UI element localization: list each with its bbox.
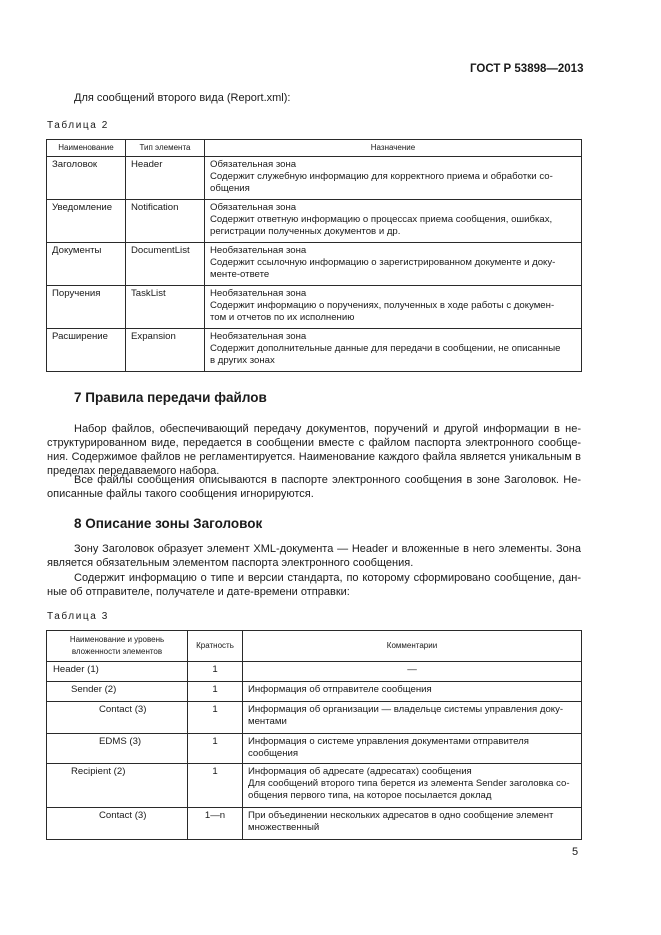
table2-cell-name: Документы bbox=[47, 243, 126, 286]
table3-cell-multiplicity: 1 bbox=[188, 764, 243, 808]
section7-heading: 7 Правила передачи файлов bbox=[74, 390, 267, 405]
table3-header-comment: Комментарии bbox=[243, 631, 582, 662]
intro-text: Для сообщений второго вида (Report.xml): bbox=[74, 92, 291, 104]
table2-cell-name: Поручения bbox=[47, 286, 126, 329]
table2-cell-name: Расширение bbox=[47, 329, 126, 372]
table3-cell-multiplicity: 1—n bbox=[188, 808, 243, 840]
table3-cell-comment: Информация об отправителе сообщения bbox=[243, 682, 582, 702]
table2-cell-purpose: Необязательная зона Содержит дополнительные данные для передачи в сообщении, не описанные в других зонах bbox=[205, 329, 582, 372]
table2-cell-purpose: Обязательная зона Содержит ответную информацию о процессах приема сообщения, ошибках, регистрации полученных документов и др. bbox=[205, 200, 582, 243]
table-row bbox=[47, 682, 582, 702]
table2-cell-type: Notification bbox=[126, 200, 205, 243]
standard-number: ГОСТ Р 53898—2013 bbox=[470, 63, 584, 75]
table2-cell-type: Expansion bbox=[126, 329, 205, 372]
table3-cell-element: Contact (3) bbox=[47, 808, 188, 840]
table3-cell-multiplicity: 1 bbox=[188, 734, 243, 764]
table-row bbox=[47, 808, 582, 840]
table2-cell-purpose: Необязательная зона Содержит ссылочную информацию о зарегистрированном документе и доку- менте-ответе bbox=[205, 243, 582, 286]
table-row bbox=[47, 702, 582, 734]
table3-cell-comment: Информация о системе управления документами отправителя сообщения bbox=[243, 734, 582, 764]
section8-heading: 8 Описание зоны Заголовок bbox=[74, 516, 263, 531]
table3-cell-element: Header (1) bbox=[47, 662, 188, 682]
table2-header-name: Наименование bbox=[47, 140, 126, 157]
table3 bbox=[46, 630, 582, 840]
table2 bbox=[46, 139, 582, 372]
table2-cell-type: Header bbox=[126, 157, 205, 200]
section8-paragraph1: Зону Заголовок образует элемент XML-документа — Header и вложенные в него элементы. Зона является обязательным элементом паспорта электронного сообщения. bbox=[47, 543, 581, 569]
table-row bbox=[47, 157, 582, 200]
table3-header-element: Наименование и уровень вложенности элементов bbox=[47, 631, 188, 662]
table3-cell-element: Recipient (2) bbox=[47, 764, 188, 808]
table2-cell-name: Уведомление bbox=[47, 200, 126, 243]
table-row bbox=[47, 286, 582, 329]
table2-cell-purpose: Необязательная зона Содержит информацию о поручениях, полученных в ходе работы с докумен- том и отчетов по их исполнению bbox=[205, 286, 582, 329]
table3-cell-comment: Информация об адресате (адресатах) сообщения Для сообщений второго типа берется из элемента Sender заголовка со- общения первого типа, на которое посылается доклад bbox=[243, 764, 582, 808]
table3-cell-element: EDMS (3) bbox=[47, 734, 188, 764]
table2-caption: Таблица 2 bbox=[47, 120, 109, 131]
table-row bbox=[47, 200, 582, 243]
table-row bbox=[47, 764, 582, 808]
table2-header-type: Тип элемента bbox=[126, 140, 205, 157]
table3-cell-multiplicity: 1 bbox=[188, 662, 243, 682]
section7-paragraph1: Набор файлов, обеспечивающий передачу документов, поручений и другой информации в не- структурированном виде, передается в сообщении вместе с файлом паспорта электронного сообще- ния. Содержимое файлов не регламентируется. Наименование каждого файла является уникальным в пределах передаваемого набора. bbox=[47, 423, 581, 477]
table-row bbox=[47, 662, 582, 682]
table2-cell-purpose: Обязательная зона Содержит служебную информацию для корректного приема и обработки со- общения bbox=[205, 157, 582, 200]
table-row bbox=[47, 243, 582, 286]
table3-caption: Таблица 3 bbox=[47, 611, 109, 622]
table2-cell-type: TaskList bbox=[126, 286, 205, 329]
section8-paragraph2: Содержит информацию о типе и версии стандарта, по которому сформировано сообщение, дан- ные об отправителе, получателе и дате-времени отправки: bbox=[47, 572, 581, 598]
table3-cell-comment: — bbox=[243, 662, 582, 682]
table-row bbox=[47, 734, 582, 764]
table2-cell-type: DocumentList bbox=[126, 243, 205, 286]
page-number: 5 bbox=[572, 846, 579, 858]
table3-cell-element: Sender (2) bbox=[47, 682, 188, 702]
table3-cell-multiplicity: 1 bbox=[188, 702, 243, 734]
table3-cell-element: Contact (3) bbox=[47, 702, 188, 734]
table3-header-multiplicity: Кратность bbox=[188, 631, 243, 662]
table3-cell-multiplicity: 1 bbox=[188, 682, 243, 702]
table3-cell-comment: При объединении нескольких адресатов в одно сообщение элемент множественный bbox=[243, 808, 582, 840]
table3-cell-comment: Информация об организации — владельце системы управления доку- ментами bbox=[243, 702, 582, 734]
table2-header-purpose: Назначение bbox=[205, 140, 582, 157]
section7-paragraph2: Все файлы сообщения описываются в паспорте электронного сообщения в зоне Заголовок. Не- описанные файлы такого сообщения игнорируются. bbox=[47, 474, 581, 500]
table2-cell-name: Заголовок bbox=[47, 157, 126, 200]
table-row bbox=[47, 329, 582, 372]
